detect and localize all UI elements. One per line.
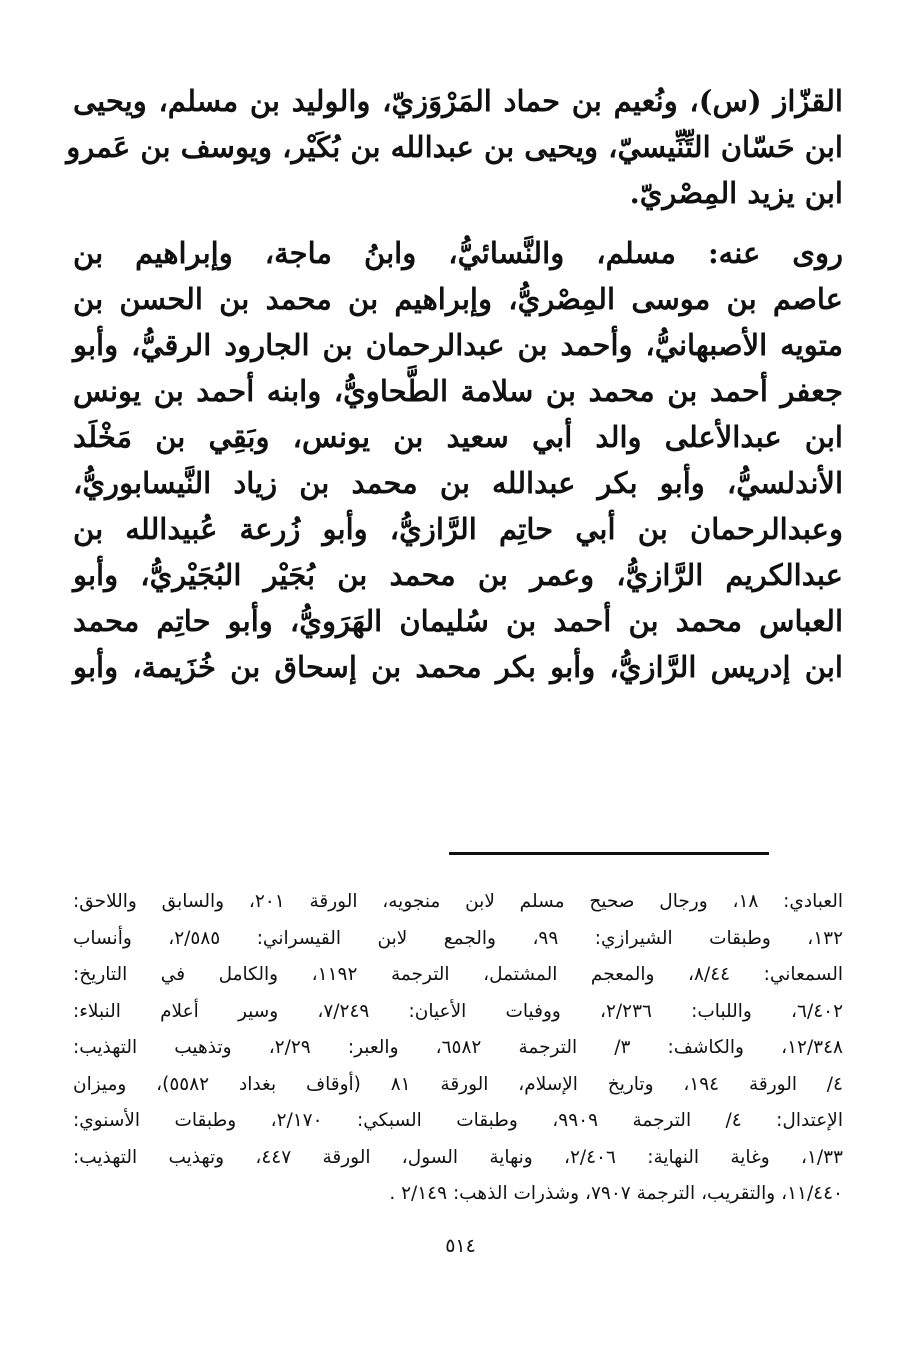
text-line: ابن إدريس الرَّازيُّ، وأبو بكر محمد بن إسحاق بن خُزَيمة، وأبو <box>73 650 843 684</box>
text-line: الأندلسيُّ، وأبو بكر عبدالله بن محمد بن زياد النَّيسابوريُّ، <box>73 466 843 500</box>
text-line: جعفر أحمد بن محمد بن سلامة الطَّحاويُّ، وابنه أحمد بن يونس <box>73 374 843 408</box>
text-line: ابن عبدالأعلى والد أبي سعيد بن يونس، وبَقِي بن مَخْلَد <box>73 420 843 454</box>
footnote-line: ١٣٢، وطبقات الشيرازي: ٩٩، والجمع لابن القيسراني: ٢/٥٨٥، وأنساب <box>73 927 844 949</box>
footnote-line: ١١/٤٤٠، والتقريب، الترجمة ٧٩٠٧، وشذرات الذهب: ٢/١٤٩ . <box>389 1183 843 1204</box>
paragraph-students <box>73 230 843 690</box>
text-line: ابن حَسّان التِّنِّيسيّ، ويحيى بن عبدالله بن بُكَيْر، ويوسف بن عَمرو <box>66 130 843 164</box>
page-number: ٥١٤ <box>445 1235 476 1257</box>
text-line: وعبدالرحمان بن أبي حاتِم الرَّازيُّ، وأبو زُرعة عُبيدالله بن <box>73 512 843 546</box>
footnote-line: ٦/٤٠٢، واللباب: ٢/٢٣٦، ووفيات الأعيان: ٧/٢٤٩، وسير أعلام النبلاء: <box>73 1000 844 1022</box>
footnote-block <box>73 884 843 1213</box>
text-line: متويه الأصبهانيُّ، وأحمد بن عبدالرحمان بن الجارود الرقيُّ، وأبو <box>73 328 843 362</box>
text-line: العباس محمد بن أحمد بن سُليمان الهَرَويُّ، وأبو حاتِم محمد <box>73 604 843 638</box>
text-line: عبدالكريم الرَّازيُّ، وعمر بن محمد بن بُجَيْر البُجَيْريُّ، وأبو <box>73 558 843 592</box>
text-line: ابن يزيد المِصْريّ. <box>629 176 843 210</box>
paragraph-gap <box>73 216 843 230</box>
paragraph-narrators <box>66 78 843 216</box>
main-text-block <box>66 78 843 690</box>
footnote-line: ١/٣٣، وغاية النهاية: ٢/٤٠٦، ونهاية السول، الورقة ٤٤٧، وتهذيب التهذيب: <box>73 1146 843 1168</box>
footnote-line: السمعاني: ٨/٤٤، والمعجم المشتمل، الترجمة ١١٩٢، والكامل في التاريخ: <box>73 964 843 985</box>
footnote-divider <box>449 852 769 855</box>
footnote-line: العبادي: ١٨، ورجال صحيح مسلم لابن منجويه، الورقة ٢٠١، والسابق واللاحق: <box>73 891 843 912</box>
footnote-line: الإعتدال: ٤/ الترجمة ٩٩٠٩، وطبقات السبكي: ٢/١٧٠، وطبقات الأسنوي: <box>73 1110 843 1131</box>
text-line: القزّاز (س)، ونُعيم بن حماد المَرْوَزيّ، والوليد بن مسلم، ويحيى <box>73 84 843 118</box>
text-line: عاصم بن موسى المِصْريُّ، وإبراهيم بن محمد بن الحسن بن <box>73 282 843 316</box>
footnote-line: ٤/ الورقة ١٩٤، وتاريخ الإسلام، الورقة ٨١ (أوقاف بغداد ٥٥٨٢)، وميزان <box>73 1073 843 1095</box>
text-line: روى عنه: مسلم، والنَّسائيُّ، وابنُ ماجة، وإبراهيم بن <box>73 236 843 270</box>
footnote-line: ١٢/٣٤٨، والكاشف: ٣/ الترجمة ٦٥٨٢، والعبر: ٢/٢٩، وتذهيب التهذيب: <box>73 1037 843 1058</box>
